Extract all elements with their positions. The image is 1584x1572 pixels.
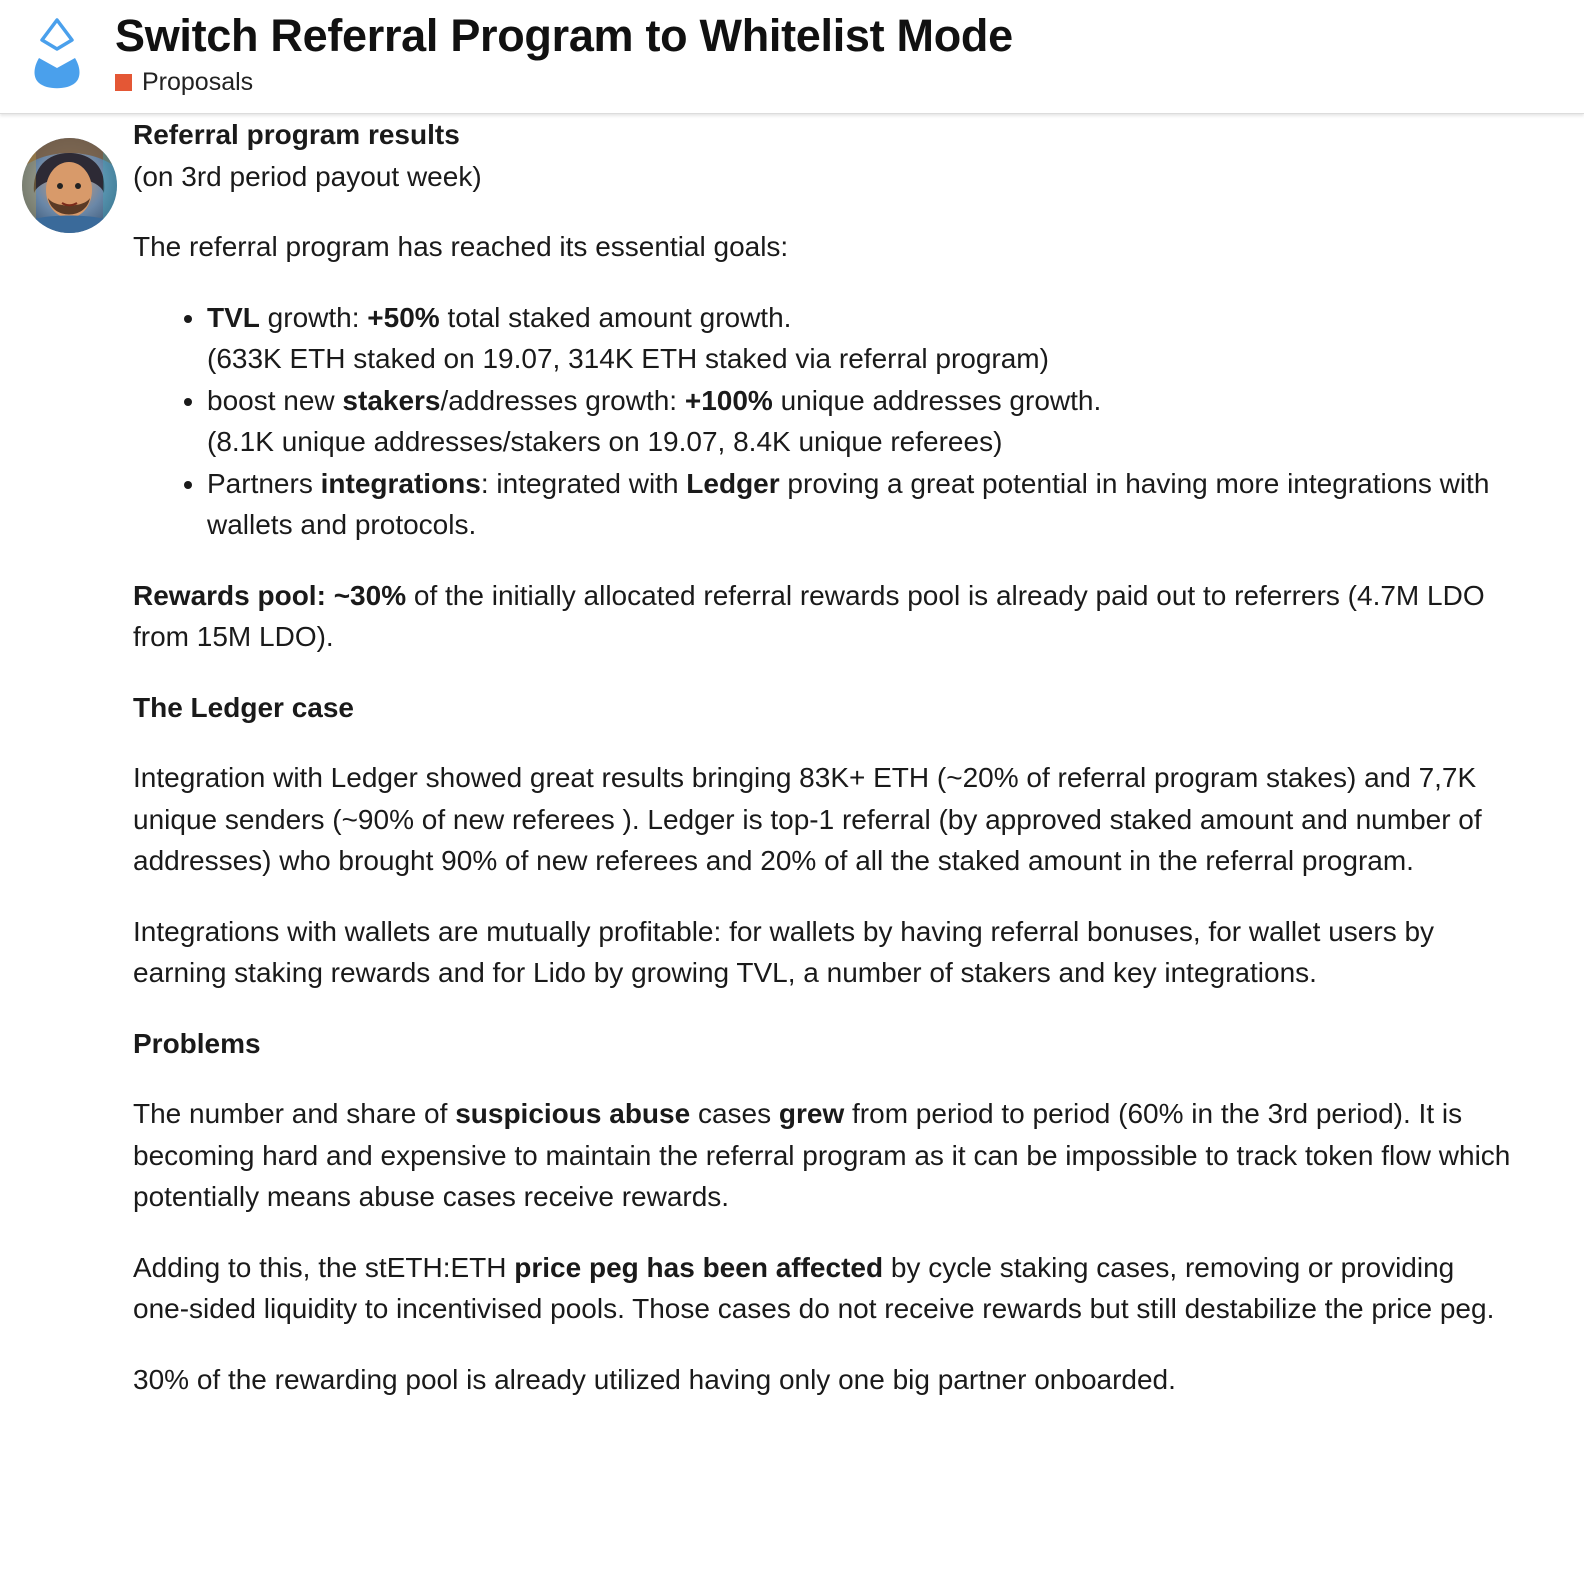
problems-emphasis: suspicious abuse — [455, 1098, 691, 1129]
goal-text: : integrated with — [480, 467, 687, 499]
problems-emphasis: price peg has been affected — [514, 1251, 884, 1283]
goal-metric: +50% — [367, 301, 440, 333]
goal-text: unique addresses growth. — [772, 384, 1102, 416]
rewards-label: Rewards pool: — [133, 579, 326, 611]
post-subheading: (on 3rd period payout week) — [133, 160, 482, 192]
goal-text: /addresses growth: — [440, 384, 685, 416]
avatar-image — [22, 138, 117, 233]
goal-keyword: stakers — [342, 384, 441, 416]
ledger-paragraph-1: Integration with Ledger showed great results bringing 83K+ ETH (~20% of referral program stakes) and 7,7K unique senders (~90% of new referees ). Ledger is top-1 referral (by approved staked amount and number of addresses) who brought 90% of new referees and 20% of all the staked amount in the referral program. — [133, 762, 1482, 876]
goals-list — [133, 297, 1513, 546]
goal-metric: +100% — [684, 384, 773, 416]
problems-emphasis: grew — [778, 1098, 845, 1129]
problems-paragraph-2 — [133, 1247, 1513, 1330]
list-item — [207, 297, 1513, 380]
rewards-text: of the initially allocated referral rewards pool is already paid out to referrers (4.7M LDO from 15M LDO). — [133, 579, 1485, 652]
goal-text: boost new — [207, 384, 343, 416]
avatar[interactable] — [22, 138, 117, 233]
goal-detail: (633K ETH staked on 19.07, 314K ETH staked via referral program) — [207, 343, 1049, 374]
goal-text: Partners — [207, 467, 321, 499]
lido-drop-icon[interactable] — [32, 18, 82, 90]
problems-text: from period to period (60% in the 3rd period). It is becoming hard and expensive to maintain the referral program as it can be impossible to track token flow which potentially means abuse cases receive rewards. — [133, 1098, 1511, 1212]
goal-text: total staked amount growth. — [439, 301, 792, 333]
goal-detail: (8.1K unique addresses/stakers on 19.07, 8.4K unique referees) — [207, 426, 1003, 457]
topic-title[interactable]: Switch Referral Program to Whitelist Mode — [115, 10, 1013, 61]
problems-text: Adding to this, the stETH:ETH — [133, 1251, 515, 1283]
problems-paragraph-1 — [133, 1093, 1513, 1218]
list-item — [207, 463, 1513, 546]
rewards-paragraph — [133, 575, 1513, 658]
post-body — [133, 114, 1513, 1429]
problems-text: cases — [690, 1098, 779, 1129]
category-name: Proposals — [142, 68, 254, 96]
ledger-paragraph-2: Integrations with wallets are mutually profitable: for wallets by having referral bonuses, for wallet users by earning staking rewards and for Lido by growing TVL, a number of stakers and key integrations. — [133, 915, 1435, 988]
problems-text: by cycle staking cases, removing or providing one-sided liquidity to incentivised pools. Those cases do not receive rewards but still destabilize the price peg. — [133, 1251, 1495, 1324]
list-item — [207, 380, 1513, 463]
problems-text: The number and share of — [133, 1098, 456, 1129]
category-color-square — [115, 74, 132, 91]
problems-heading: Problems — [133, 1027, 261, 1059]
problems-paragraph-3: 30% of the rewarding pool is already utilized having only one big partner onboarded. — [133, 1363, 1176, 1395]
rewards-metric: ~30% — [333, 579, 407, 611]
ledger-heading: The Ledger case — [133, 691, 354, 723]
goal-text: proving a great potential in having more integrations with wallets and protocols. — [207, 467, 1490, 540]
goal-partner: Ledger — [686, 467, 780, 499]
rewards-text — [326, 580, 334, 611]
goal-text: growth: — [259, 301, 368, 333]
intro-paragraph: The referral program has reached its essential goals: — [133, 231, 789, 262]
goal-keyword: integrations — [320, 467, 481, 499]
goal-keyword: TVL — [207, 301, 260, 333]
post-heading: Referral program results — [133, 119, 460, 150]
category-badge[interactable] — [115, 68, 253, 97]
topic-header — [0, 0, 1584, 114]
